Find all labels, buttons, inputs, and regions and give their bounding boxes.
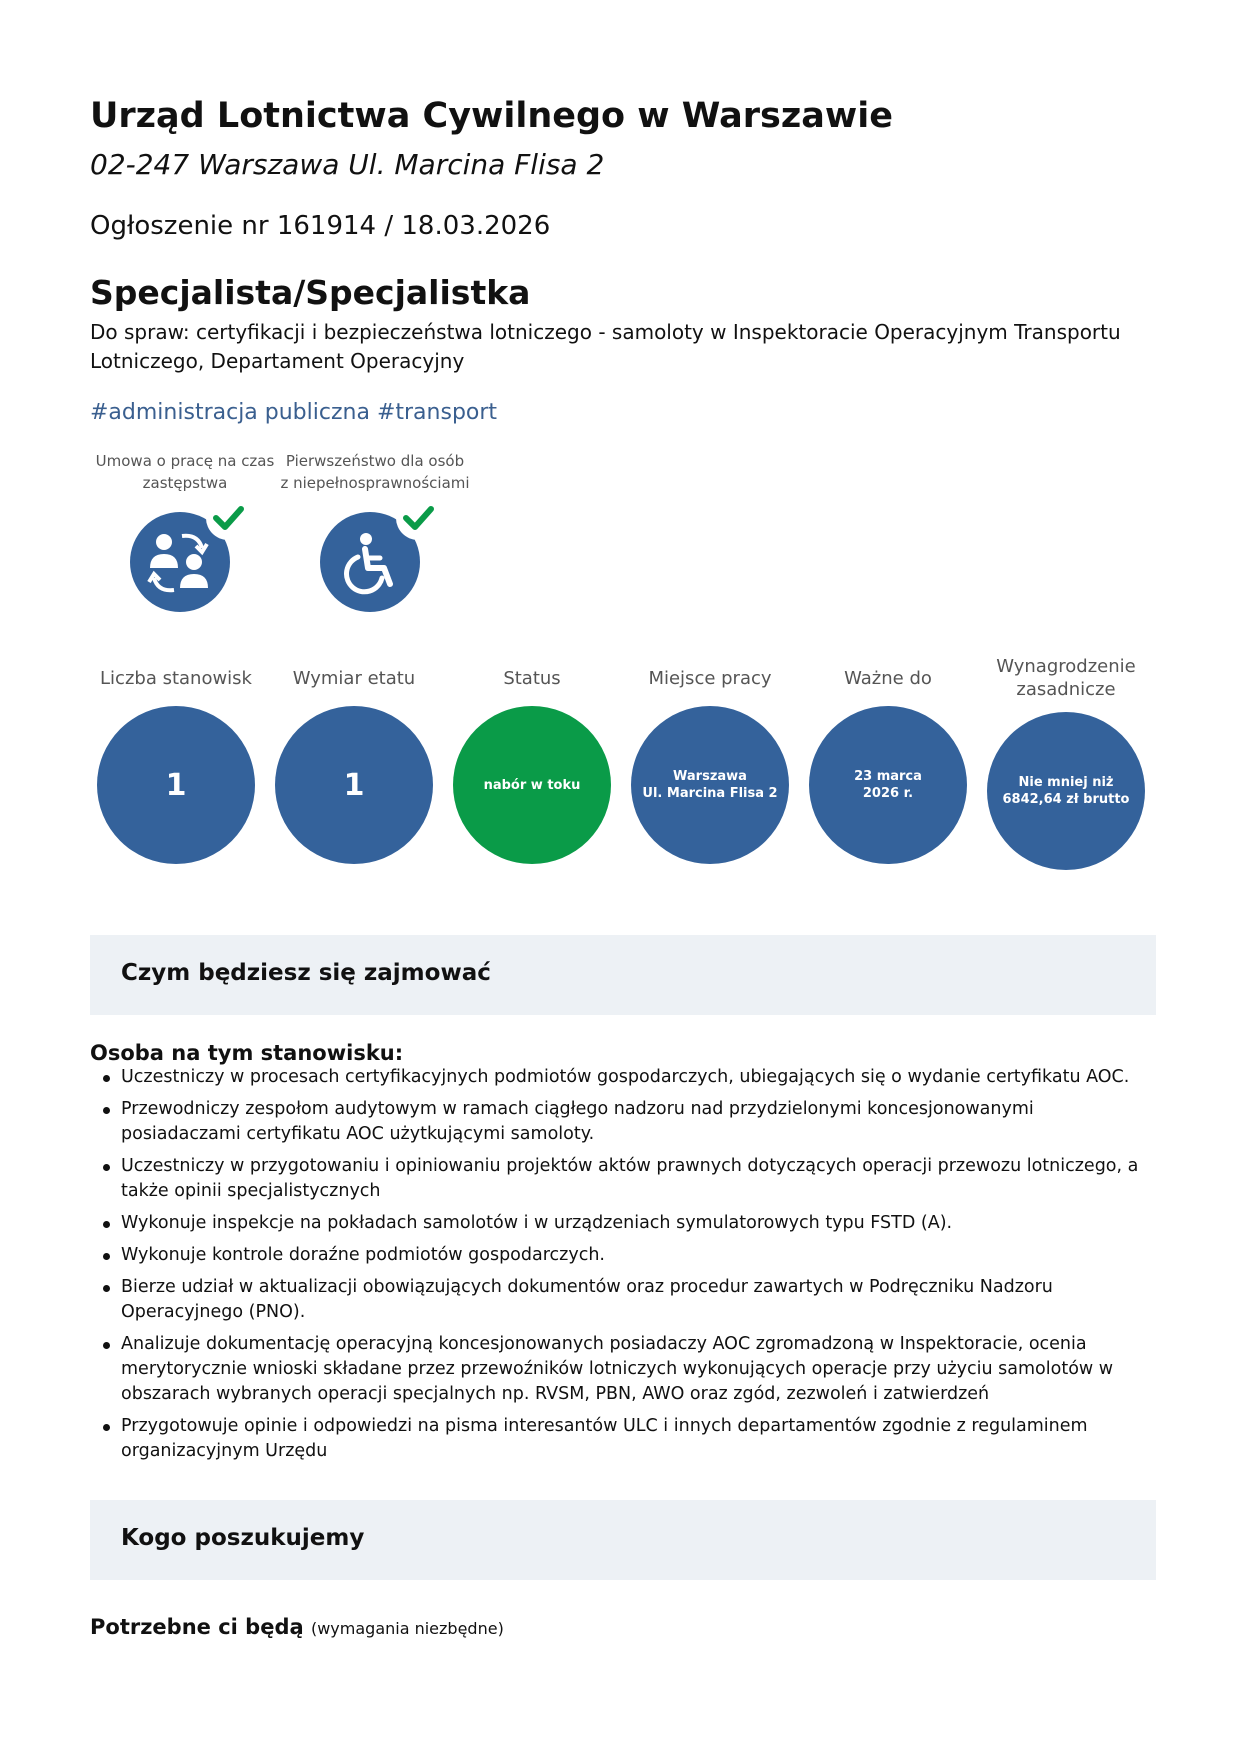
badge-label: Pierwszeństwo dla osób z niepełnosprawnościami <box>280 452 470 492</box>
list-item: Analizuje dokumentację operacyjną koncesjonowanych posiadaczy AOC zgromadzoną w Inspektoracie, ocenia merytorycznie wnioski składane przez przewoźników lotniczych wykonujących operacje przy użyciu samolotów w obszarach wybranych operacji specjalnych np. RVSM, PBN, AWO oraz zgód, zezwoleń i zatwierdzeń <box>90 1332 1156 1407</box>
job-title: Specjalista/Specjalistka <box>90 273 531 312</box>
stat-status <box>452 650 612 864</box>
tag-link[interactable]: #transport <box>376 400 498 425</box>
duties-subtitle: Osoba na tym stanowisku: <box>90 1041 404 1065</box>
stat-workplace <box>630 650 790 864</box>
badges <box>90 450 490 620</box>
office-name: Urząd Lotnictwa Cywilnego w Warszawie <box>90 96 893 136</box>
job-description: Do spraw: certyfikacji i bezpieczeństwa lotniczego - samoloty w Inspektoracie Operacyjnym Transportu Lotniczego, Departament Operacyjny <box>90 320 1121 373</box>
list-item: Bierze udział w aktualizacji obowiązujących dokumentów oraz procedur zawartych w Podręczniku Nadzoru Operacyjnego (PNO). <box>90 1275 1156 1325</box>
section-title: Kogo poszukujemy <box>121 1525 365 1551</box>
stat-value: Nie mniej niż 6842,64 zł brutto <box>987 712 1145 870</box>
office-address: 02-247 Warszawa Ul. Marcina Flisa 2 <box>90 148 605 181</box>
stat-fte <box>274 650 434 864</box>
list-item: Przewodniczy zespołom audytowym w ramach ciągłego nadzoru nad przydzielonymi koncesjonowanymi posiadaczami certyfikatu AOC użytkującymi samoloty. <box>90 1097 1156 1147</box>
stat-valid-until <box>808 650 968 864</box>
stat-value: 23 marca 2026 r. <box>809 706 967 864</box>
section-header-duties <box>90 935 1156 1015</box>
stat-value: 1 <box>275 706 433 864</box>
stat-label: Status <box>503 667 561 689</box>
requirements-subtitle: Potrzebne ci będą (wymagania niezbędne) <box>90 1615 504 1639</box>
section-title: Czym będziesz się zajmować <box>121 960 491 986</box>
job-stats <box>90 650 1156 880</box>
list-item: Wykonuje inspekcje na pokładach samolotów i w urządzeniach symulatorowych typu FSTD (A). <box>90 1211 1156 1236</box>
stat-salary <box>986 650 1146 870</box>
requirements-note: (wymagania niezbędne) <box>310 1619 504 1638</box>
status-badge: nabór w toku <box>453 706 611 864</box>
stat-positions <box>96 650 256 864</box>
stat-label: Miejsce pracy <box>648 667 772 689</box>
check-icon <box>206 496 250 540</box>
list-item: Uczestniczy w przygotowaniu i opiniowaniu projektów aktów prawnych dotyczących operacji przewozu lotniczego, a także opinii specjalistycznych <box>90 1154 1156 1204</box>
stat-value: 1 <box>97 706 255 864</box>
stat-label: Wymiar etatu <box>292 667 416 689</box>
stat-label: Wynagrodzenie zasadnicze <box>996 656 1136 700</box>
list-item: Wykonuje kontrole doraźne podmiotów gospodarczych. <box>90 1243 1156 1268</box>
list-item: Uczestniczy w procesach certyfikacyjnych podmiotów gospodarczych, ubiegających się o wydanie certyfikatu AOC. <box>90 1065 1156 1090</box>
announcement-number: Ogłoszenie nr 161914 / 18.03.2026 <box>90 211 551 241</box>
tags <box>90 400 497 425</box>
badge-disability <box>280 450 470 612</box>
list-item: Przygotowuje opinie i odpowiedzi na pisma interesantów ULC i innych departamentów zgodnie z regulaminem organizacyjnym Urzędu <box>90 1414 1156 1464</box>
stat-label: Ważne do <box>844 667 932 689</box>
duties-list <box>90 1065 1156 1471</box>
tag-link[interactable]: #administracja publiczna <box>90 400 370 425</box>
stat-value: Warszawa Ul. Marcina Flisa 2 <box>631 706 789 864</box>
check-icon <box>396 496 440 540</box>
badge-label: Umowa o pracę na czas zastępstwa <box>95 452 275 492</box>
stat-label: Liczba stanowisk <box>100 667 252 689</box>
badge-contract <box>90 450 280 612</box>
section-header-requirements <box>90 1500 1156 1580</box>
